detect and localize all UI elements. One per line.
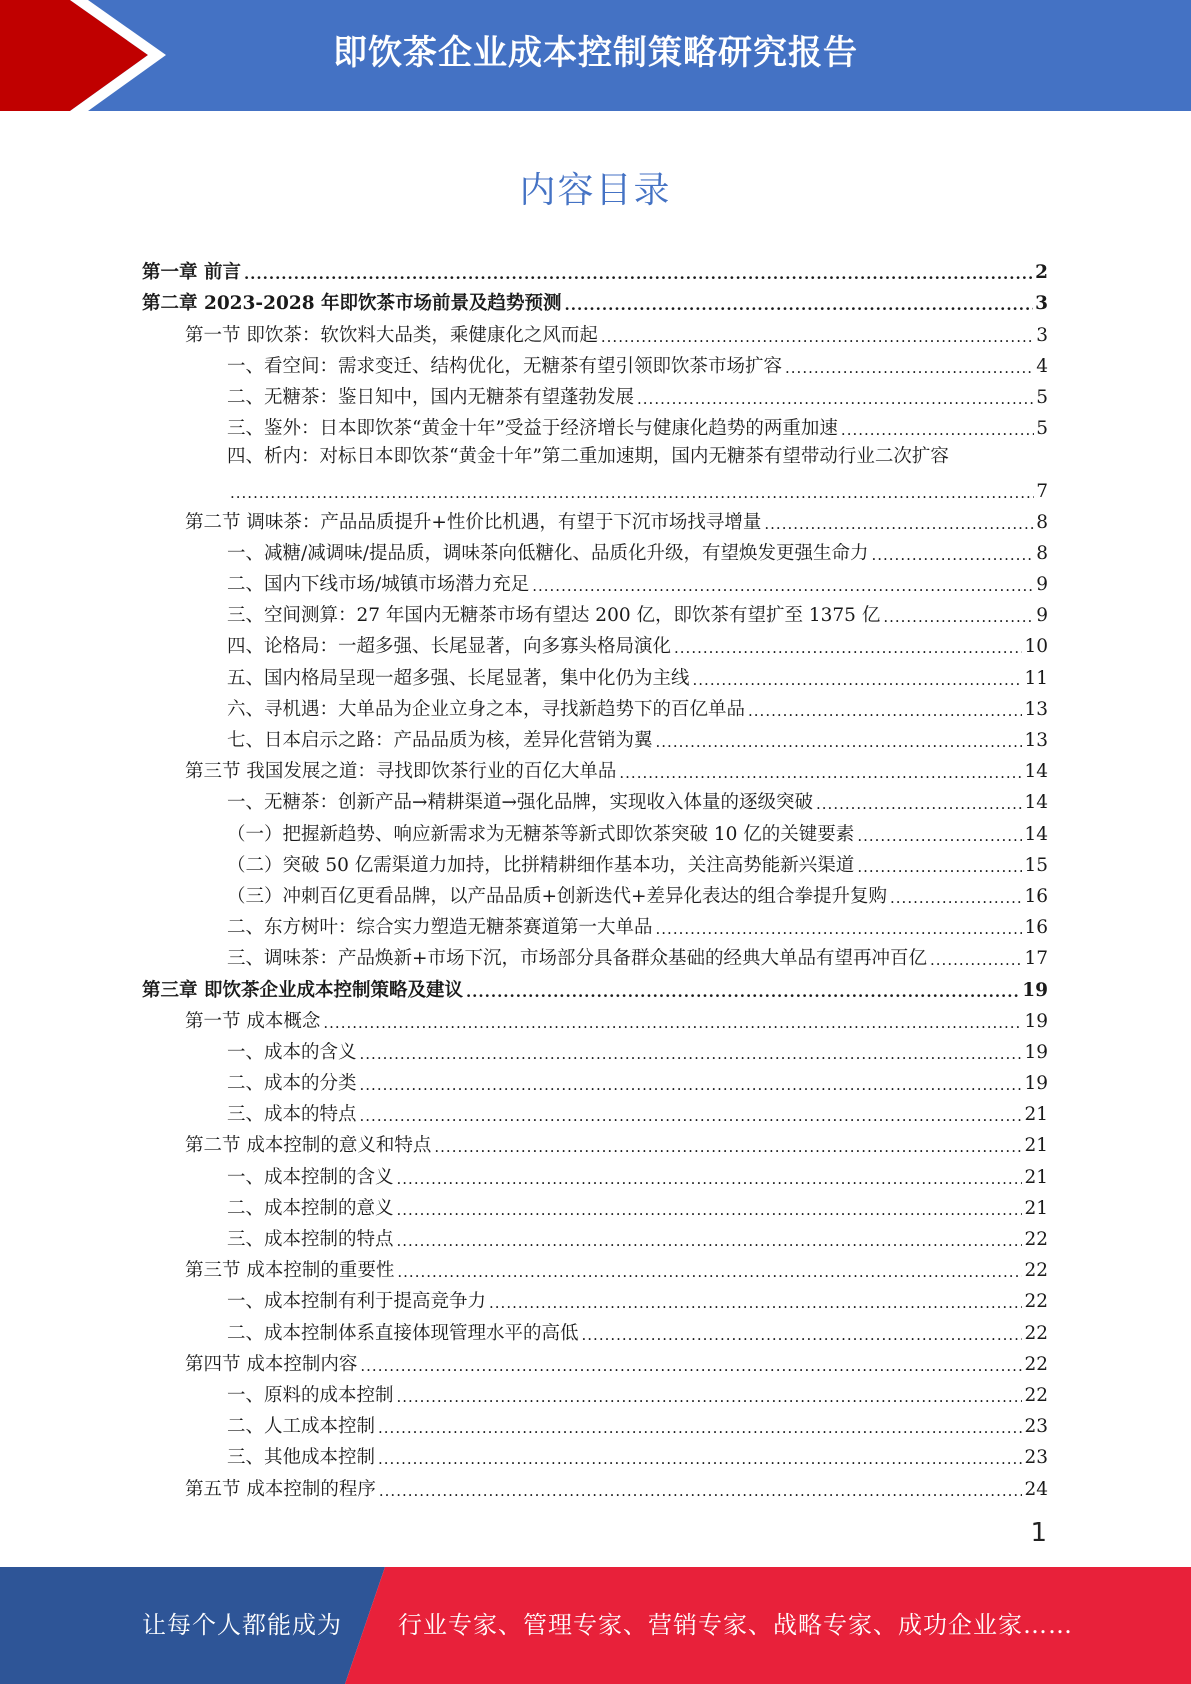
toc-entry[interactable] — [142, 1158, 1048, 1189]
toc-entry-title: 第一节 即饮茶：软饮料大品类，乘健康化之风而起 — [185, 324, 598, 346]
toc-leader-dots — [785, 361, 1034, 376]
toc-leader-dots — [323, 1016, 1022, 1031]
toc-leader-dots — [693, 673, 1023, 688]
toc-leader-dots — [582, 1328, 1023, 1343]
toc-entry[interactable] — [142, 878, 1048, 909]
toc-entry-page: 22 — [1024, 1291, 1048, 1313]
toc-entry-page: 13 — [1024, 730, 1048, 752]
toc-entry-title: 第二节 调味茶：产品品质提升+性价比机遇，有望于下沉市场找寻增量 — [185, 511, 762, 533]
toc-entry-title: 三、鉴外：日本即饮茶“黄金十年”受益于经济增长与健康化趋势的两重加速 — [227, 418, 838, 440]
toc-entry[interactable] — [142, 847, 1048, 878]
toc-entry-title: 第二节 成本控制的意义和特点 — [185, 1135, 432, 1157]
toc-entry-page: 14 — [1024, 823, 1048, 845]
toc-entry[interactable] — [142, 1470, 1048, 1501]
toc-entry-title: 一、减糖/减调味/提品质，调味茶向低糖化、品质化升级，有望焕发更强生命力 — [227, 542, 869, 564]
toc-entry[interactable] — [142, 1096, 1048, 1127]
toc-entry[interactable] — [142, 815, 1048, 846]
page-number: 1 — [1030, 1518, 1047, 1548]
toc-leader-dots — [360, 1078, 1023, 1093]
toc-entry-page: 19 — [1024, 1041, 1048, 1063]
toc-entry-page: 8 — [1036, 542, 1048, 564]
toc-entry-title: （二）突破 50 亿需渠道力加持，比拼精耕细作基本功，关注高势能新兴渠道 — [227, 854, 855, 876]
toc-leader-dots — [360, 1109, 1023, 1124]
toc-entry-title: 二、人工成本控制 — [227, 1416, 376, 1438]
toc-entry[interactable] — [142, 379, 1048, 410]
toc-entry[interactable] — [142, 628, 1048, 659]
table-of-contents — [142, 254, 1048, 1502]
toc-entry-title: 一、成本控制有利于提高竞争力 — [227, 1291, 487, 1313]
toc-entry-page: 11 — [1024, 667, 1048, 689]
toc-entry-title: 七、日本启示之路：产品品质为核，差异化营销为翼 — [227, 730, 653, 752]
toc-leader-dots — [397, 1265, 1022, 1280]
toc-leader-dots — [489, 1296, 1022, 1311]
page-footer — [0, 1567, 1191, 1684]
report-title: 即饮茶企业成本控制策略研究报告 — [333, 33, 858, 73]
toc-entry-page: 14 — [1024, 761, 1048, 783]
toc-leader-dots — [466, 985, 1020, 1000]
toc-leader-dots — [857, 860, 1022, 875]
toc-entry[interactable] — [142, 1034, 1048, 1065]
toc-leader-dots — [565, 298, 1034, 313]
toc-leader-dots — [637, 392, 1034, 407]
toc-entry-page: 5 — [1036, 418, 1048, 440]
toc-entry[interactable] — [142, 1127, 1048, 1158]
toc-entry-title: （一）把握新趋势、响应新需求为无糖茶等新式即饮茶突破 10 亿的关键要素 — [227, 823, 855, 845]
toc-entry-page: 9 — [1036, 605, 1048, 627]
toc-entry-title: 二、无糖茶：鉴日知中，国内无糖茶有望蓬勃发展 — [227, 386, 635, 408]
toc-leader-dots — [397, 1390, 1023, 1405]
toc-leader-dots — [397, 1172, 1023, 1187]
toc-entry-title: 第三节 成本控制的重要性 — [185, 1260, 395, 1282]
toc-entry[interactable] — [142, 1346, 1048, 1377]
toc-entry-page: 24 — [1024, 1478, 1048, 1500]
toc-entry-title: 三、成本的特点 — [227, 1104, 357, 1126]
toc-entry-page: 5 — [1036, 386, 1048, 408]
toc-entry-title: 一、成本控制的含义 — [227, 1166, 394, 1188]
toc-entry-page: 4 — [1036, 355, 1048, 377]
toc-entry-page: 7 — [1036, 480, 1048, 502]
toc-leader-dots — [230, 486, 1034, 501]
toc-leader-dots — [360, 1359, 1022, 1374]
toc-entry-page: 23 — [1024, 1447, 1048, 1469]
toc-entry[interactable] — [142, 410, 1048, 441]
toc-heading: 内容目录 — [519, 170, 672, 211]
toc-entry-title: 第一章 前言 — [142, 262, 241, 284]
toc-entry-title: 三、调味茶：产品焕新+市场下沉，市场部分具备群众基础的经典大单品有望再冲百亿 — [227, 948, 928, 970]
toc-entry[interactable] — [142, 971, 1048, 1002]
footer-slogan-right: 行业专家、管理专家、营销专家、战略专家、成功企业家…… — [398, 1611, 1073, 1639]
toc-entry-page: 3 — [1035, 293, 1048, 315]
toc-entry[interactable] — [142, 1439, 1048, 1470]
toc-entry[interactable] — [142, 753, 1048, 784]
toc-entry-title: 第一节 成本概念 — [185, 1010, 321, 1032]
toc-entry-page: 14 — [1024, 792, 1048, 814]
toc-leader-dots — [360, 1047, 1023, 1062]
toc-entry-title: 第二章 2023-2028 年即饮茶市场前景及趋势预测 — [142, 293, 562, 315]
toc-entry-title: 二、成本控制的意义 — [227, 1197, 394, 1219]
toc-entry-title: 一、原料的成本控制 — [227, 1384, 394, 1406]
toc-leader-dots — [890, 891, 1022, 906]
toc-entry-title: 二、国内下线市场/城镇市场潜力充足 — [227, 574, 530, 596]
toc-entry[interactable] — [142, 441, 1048, 503]
toc-leader-dots — [532, 579, 1034, 594]
toc-entry[interactable] — [142, 691, 1048, 722]
toc-entry[interactable] — [142, 1408, 1048, 1439]
toc-entry-title: 二、成本的分类 — [227, 1073, 357, 1095]
toc-entry-page: 17 — [1024, 948, 1048, 970]
toc-leader-dots — [857, 829, 1022, 844]
toc-entry-title: 三、成本控制的特点 — [227, 1229, 394, 1251]
toc-leader-dots — [619, 766, 1022, 781]
toc-leader-dots — [379, 1484, 1023, 1499]
toc-entry-page: 15 — [1024, 854, 1048, 876]
toc-entry-title: 二、成本控制体系直接体现管理水平的高低 — [227, 1322, 579, 1344]
toc-entry[interactable] — [142, 1314, 1048, 1345]
toc-entry-page: 19 — [1022, 979, 1048, 1001]
toc-entry[interactable] — [142, 784, 1048, 815]
toc-entry-title: 三、其他成本控制 — [227, 1447, 376, 1469]
toc-entry[interactable] — [142, 722, 1048, 753]
toc-entry[interactable] — [142, 1283, 1048, 1314]
toc-leader-dots — [378, 1421, 1022, 1436]
toc-entry-title: 第四节 成本控制内容 — [185, 1353, 358, 1375]
toc-entry-page: 16 — [1024, 917, 1048, 939]
toc-leader-dots — [816, 797, 1022, 812]
toc-entry-page: 22 — [1024, 1322, 1048, 1344]
toc-entry-title: 一、看空间：需求变迁、结构优化，无糖茶有望引领即饮茶市场扩容 — [227, 355, 783, 377]
toc-entry-page: 10 — [1024, 636, 1048, 658]
toc-entry-page: 22 — [1024, 1260, 1048, 1282]
toc-leader-dots — [601, 330, 1034, 345]
toc-entry[interactable] — [142, 285, 1048, 316]
toc-entry-title: 二、东方树叶：综合实力塑造无糖茶赛道第一大单品 — [227, 917, 653, 939]
toc-leader-dots — [378, 1452, 1022, 1467]
toc-entry[interactable] — [142, 1221, 1048, 1252]
toc-entry-title: 四、论格局：一超多强、长尾显著，向多寡头格局演化 — [227, 636, 672, 658]
toc-entry-page: 22 — [1024, 1229, 1048, 1251]
toc-entry-title: 第三节 我国发展之道：寻找即饮茶行业的百亿大单品 — [185, 761, 617, 783]
toc-entry-title: 一、成本的含义 — [227, 1041, 357, 1063]
toc-leader-dots — [883, 610, 1034, 625]
toc-entry[interactable] — [142, 535, 1048, 566]
toc-leader-dots — [397, 1203, 1023, 1218]
footer-slogan-left: 让每个人都能成为 — [142, 1611, 342, 1639]
toc-entry-title: 三、空间测算：27 年国内无糖茶市场有望达 200 亿，即饮茶有望扩至 1375 亿 — [227, 605, 881, 627]
toc-leader-dots — [656, 735, 1023, 750]
toc-leader-dots — [748, 704, 1022, 719]
toc-entry-page: 16 — [1024, 885, 1048, 907]
toc-entry-title: 第五节 成本控制的程序 — [185, 1478, 376, 1500]
toc-entry[interactable] — [142, 1252, 1048, 1283]
toc-entry[interactable] — [142, 1003, 1048, 1034]
toc-entry-page: 19 — [1024, 1010, 1048, 1032]
toc-leader-dots — [397, 1234, 1023, 1249]
toc-entry-page: 19 — [1024, 1073, 1048, 1095]
toc-leader-dots — [764, 517, 1034, 532]
toc-entry-page: 23 — [1024, 1416, 1048, 1438]
toc-entry-page: 21 — [1024, 1197, 1048, 1219]
toc-entry[interactable] — [142, 1190, 1048, 1221]
toc-entry[interactable] — [142, 504, 1048, 535]
toc-entry-page: 13 — [1024, 698, 1048, 720]
toc-entry-page: 9 — [1036, 574, 1048, 596]
toc-leader-dots — [841, 423, 1034, 438]
toc-entry-title: （三）冲刺百亿更看品牌，以产品品质+创新迭代+差异化表达的组合拳提升复购 — [227, 885, 888, 907]
toc-entry[interactable] — [142, 566, 1048, 597]
toc-entry-page: 2 — [1035, 262, 1048, 284]
toc-leader-dots — [930, 953, 1022, 968]
toc-entry[interactable] — [142, 316, 1048, 347]
toc-entry-title: 四、析内：对标日本即饮茶“黄金十年”第二重加速期，国内无糖茶有望带动行业二次扩容 — [227, 446, 949, 468]
toc-entry[interactable] — [142, 909, 1048, 940]
toc-leader-dots — [434, 1140, 1022, 1155]
toc-leader-dots — [244, 267, 1033, 282]
toc-entry-title: 第三章 即饮茶企业成本控制策略及建议 — [142, 979, 463, 1001]
toc-entry[interactable] — [142, 254, 1048, 285]
toc-leader-dots — [656, 922, 1023, 937]
toc-entry-page: 21 — [1024, 1166, 1048, 1188]
toc-entry[interactable] — [142, 597, 1048, 628]
toc-entry[interactable] — [142, 659, 1048, 690]
toc-entry[interactable] — [142, 1377, 1048, 1408]
toc-entry-title: 五、国内格局呈现一超多强、长尾显著，集中化仍为主线 — [227, 667, 690, 689]
toc-entry-page: 22 — [1024, 1384, 1048, 1406]
toc-entry[interactable] — [142, 1065, 1048, 1096]
toc-entry[interactable] — [142, 940, 1048, 971]
toc-entry-title: 一、无糖茶：创新产品→精耕渠道→强化品牌，实现收入体量的逐级突破 — [227, 792, 814, 814]
page-header — [0, 0, 1191, 111]
toc-entry-page: 8 — [1036, 511, 1048, 533]
toc-entry-page: 21 — [1024, 1104, 1048, 1126]
toc-leader-dots — [871, 548, 1034, 563]
toc-entry-page: 21 — [1024, 1135, 1048, 1157]
toc-leader-dots — [674, 641, 1022, 656]
toc-entry-page: 22 — [1024, 1353, 1048, 1375]
toc-entry[interactable] — [142, 348, 1048, 379]
toc-entry-page: 3 — [1036, 324, 1048, 346]
toc-entry-title: 六、寻机遇：大单品为企业立身之本，寻找新趋势下的百亿单品 — [227, 698, 746, 720]
